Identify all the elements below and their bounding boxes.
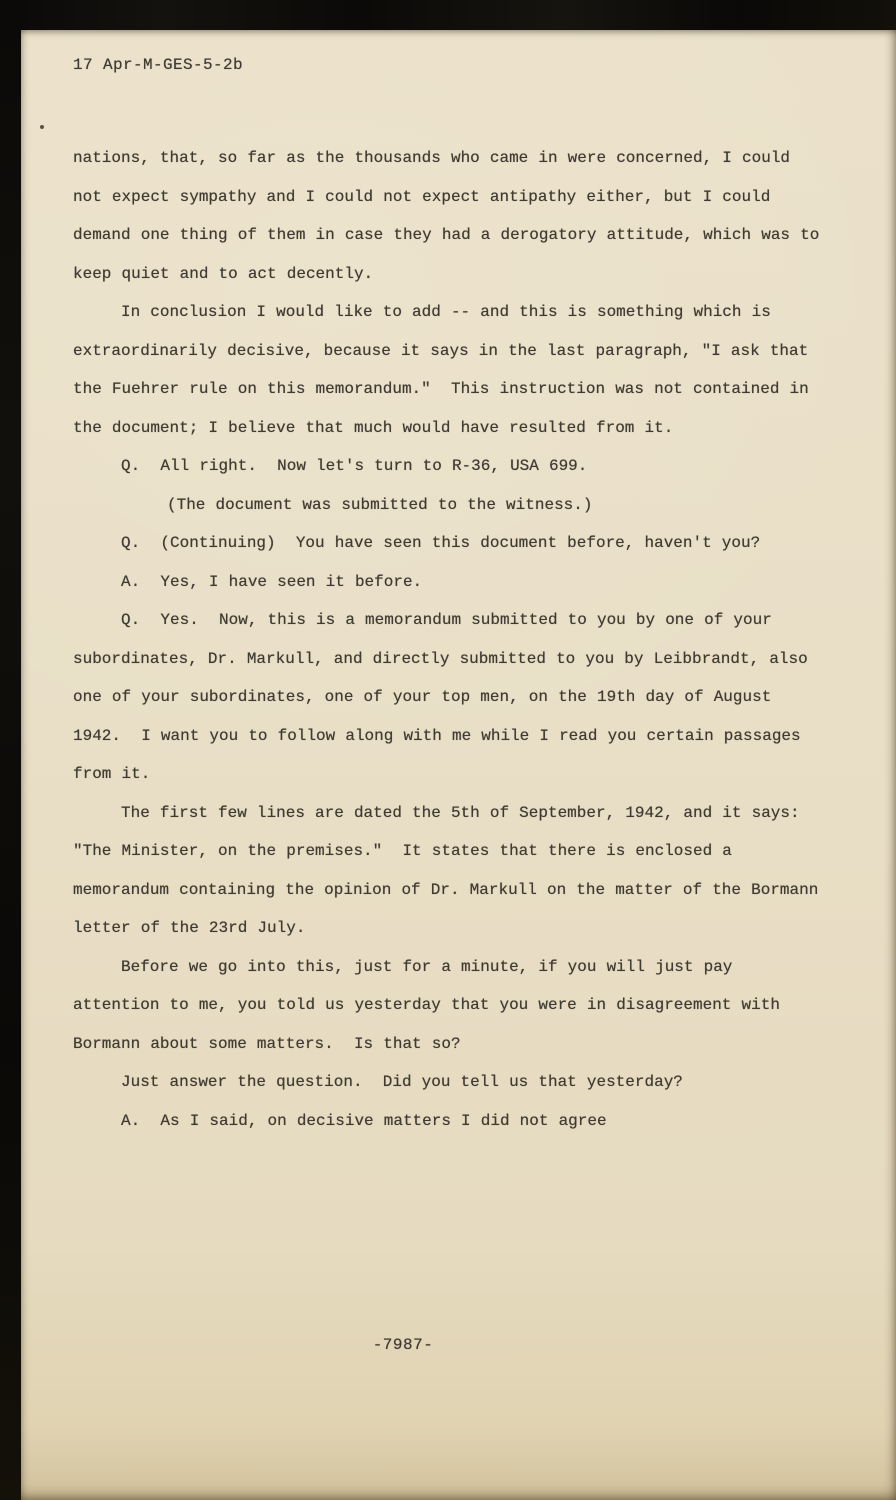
document-body xyxy=(73,139,830,1140)
document-header: 17 Apr-M-GES-5-2b xyxy=(73,56,244,74)
paragraph: Just answer the question. Did you tell us that yesterday? xyxy=(121,1073,683,1091)
paragraph: Before we go into this, just for a minute, if you will just pay attention to me, you told us yesterday that you were in disagreement with Bormann about some matters. Is that so? xyxy=(73,957,791,1053)
paragraph: Q. All right. Now let's turn to R-36, USA 699. xyxy=(121,457,588,475)
paragraph: Q. Yes. Now, this is a memorandum submitted to you by one of your subordinates, Dr. Markull, and directly submitted to you by Leibbrandt, also one of your subordinates, one of your top men, on the 19th day of August 1942. I want you to follow along with me while I read you certain passages from it. xyxy=(73,611,818,783)
paragraph: The first few lines are dated the 5th of September, 1942, and it says: "The Minister, on the premises." It states that there is enclosed a memorandum containing the opinion of Dr. Markull on the matter of the Bormann letter of the 23rd July. xyxy=(73,803,829,937)
paper xyxy=(21,30,896,1500)
paragraph: nations, that, so far as the thousands who came in were concerned, I could not expect sympathy and I could not expect antipathy either, but I could demand one thing of them in case they had a derogatory attitude, which was to keep quiet and to act decently. xyxy=(73,149,830,283)
scan-top-edge xyxy=(0,0,896,30)
page-number: -7987- xyxy=(372,1336,434,1354)
scan-speck xyxy=(40,125,44,129)
paragraph: (The document was submitted to the witness.) xyxy=(167,495,593,514)
paragraph: A. Yes, I have seen it before. xyxy=(121,572,423,591)
paragraph: Q. (Continuing) You have seen this document before, haven't you? xyxy=(121,534,761,552)
paragraph: A. As I said, on decisive matters I did not agree xyxy=(121,1111,607,1130)
scan-left-edge xyxy=(0,0,21,1500)
paragraph: In conclusion I would like to add -- and this is something which is extraordinarily decisive, because it says in the last paragraph, "I ask that the Fuehrer rule on this memorandum." This instruction was not contained in the document; I believe that much would have resulted from it. xyxy=(73,303,819,437)
